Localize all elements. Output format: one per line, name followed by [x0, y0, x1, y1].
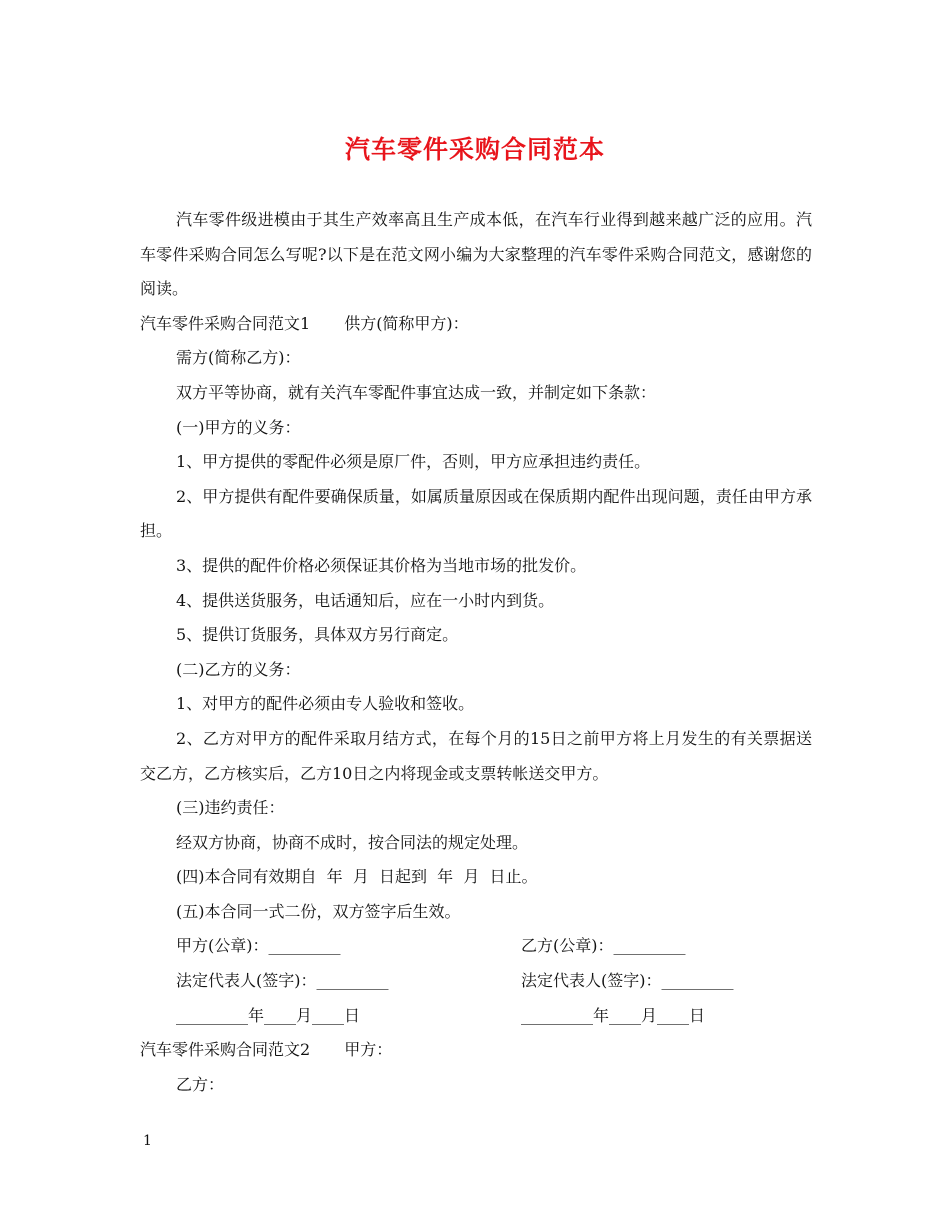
validity-clause: (四)本合同有效期自 年 月 日起到 年 月 日止。 — [176, 867, 538, 887]
party-b-obligation-item: 2、乙方对甲方的配件采取月结方式，在每个月的15日之前甲方将上月发生的有关票据送交乙方，乙方核实后，乙方10日之内将现金或支票转帐送交甲方。 — [140, 728, 812, 783]
party-b-representative-line: 法定代表人(签字)：_________ — [521, 971, 734, 991]
signature-date-row — [140, 999, 812, 1034]
party-a-obligation-item: 5、提供订货服务，具体双方另行商定。 — [176, 625, 459, 645]
page-number: 1 — [143, 1133, 152, 1149]
party-a-seal-line: 甲方(公章)：_________ — [176, 936, 341, 956]
party-b-obligations-heading: (二)乙方的义务： — [176, 659, 301, 679]
section-2-party-b: 乙方： — [176, 1074, 225, 1094]
signature-representative-row — [140, 964, 812, 999]
breach-heading: (三)违约责任： — [176, 798, 285, 818]
party-a-representative-line: 法定代表人(签字)：_________ — [176, 971, 389, 991]
document-body — [140, 203, 812, 1102]
section-2-heading: 汽车零件采购合同范文2 — [140, 1040, 311, 1060]
party-a-obligation-item: 1、甲方提供的零配件必须是原厂件，否则，甲方应承担违约责任。 — [176, 452, 651, 472]
supplier-label: 供方(简称甲方)： — [344, 313, 469, 333]
party-a-obligation-item: 3、提供的配件价格必须保证其价格为当地市场的批发价。 — [176, 555, 587, 575]
party-a-obligations-heading: (一)甲方的义务： — [176, 417, 301, 437]
section-1-heading: 汽车零件采购合同范文1 — [140, 313, 311, 333]
party-b-date-line: _________年____月____日 — [521, 1005, 706, 1025]
section-1-line — [140, 307, 812, 342]
party-a-obligation-item: 2、甲方提供有配件要确保质量，如属质量原因或在保质期内配件出现问题，责任由甲方承担。 — [140, 486, 812, 541]
section-2-party-a: 甲方： — [344, 1040, 393, 1060]
buyer-label: 需方(简称乙方)： — [176, 348, 301, 368]
intro-paragraph: 汽车零件级进模由于其生产效率高且生产成本低，在汽车行业得到越来越广泛的应用。汽车零件采购合同怎么写呢?以下是在范文网小编为大家整理的汽车零件采购合同范文，感谢您的阅读。 — [140, 210, 812, 299]
breach-text: 经双方协商，协商不成时，按合同法的规定处理。 — [176, 832, 529, 852]
signature-seal-row — [140, 929, 812, 964]
section-2-line — [140, 1033, 812, 1068]
copies-clause: (五)本合同一式二份，双方签字后生效。 — [176, 901, 461, 921]
party-a-obligation-item: 4、提供送货服务，电话通知后，应在一小时内到货。 — [176, 590, 555, 610]
party-b-obligation-item: 1、对甲方的配件必须由专人验收和签收。 — [176, 694, 475, 714]
document-title: 汽车零件采购合同范本 — [344, 135, 605, 164]
party-b-seal-line: 乙方(公章)：_________ — [521, 936, 686, 956]
party-a-date-line: _________年____月____日 — [176, 1005, 361, 1025]
negotiation-paragraph: 双方平等协商，就有关汽车零配件事宜达成一致，并制定如下条款： — [176, 382, 657, 402]
